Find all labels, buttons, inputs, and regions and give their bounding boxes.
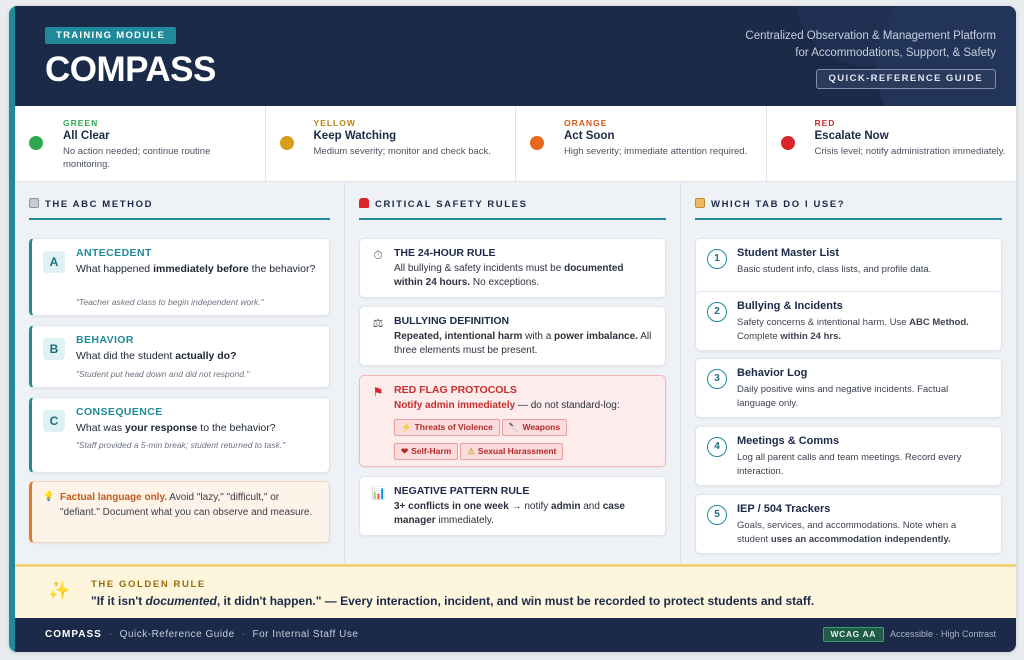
tab-meetings-comms bbox=[695, 426, 1002, 486]
status-name: Act Soon bbox=[564, 130, 615, 142]
tab-description bbox=[737, 316, 989, 343]
tab-title: Bullying & Incidents bbox=[737, 300, 843, 312]
text-bold: actually do? bbox=[175, 350, 237, 362]
factual-language-tip bbox=[29, 481, 330, 543]
abc-example: "Student put head down and did not respond." bbox=[76, 369, 250, 379]
rule-title: THE 24-HOUR RULE bbox=[394, 247, 496, 259]
red-dot-icon bbox=[781, 136, 795, 150]
header bbox=[15, 6, 1016, 106]
abc-example: "Staff provided a 5-min break; student returned to task." bbox=[76, 440, 286, 450]
text-bold: 3+ conflicts in one week bbox=[394, 501, 509, 512]
tab-number: 3 bbox=[707, 369, 727, 389]
rule-body bbox=[394, 330, 655, 358]
tag-label: Sexual Harassment bbox=[477, 446, 557, 456]
abc-item-behavior bbox=[29, 325, 330, 388]
golden-rule-banner bbox=[15, 564, 1016, 618]
golden-rule-label: THE GOLDEN RULE bbox=[91, 579, 206, 590]
tag-threats bbox=[394, 419, 500, 436]
text: — do not standard-log: bbox=[515, 400, 620, 411]
footer-left bbox=[45, 629, 358, 640]
rule-title: BULLYING DEFINITION bbox=[394, 315, 510, 327]
scales-icon: ⚖ bbox=[372, 316, 384, 330]
status-level: RED bbox=[814, 118, 836, 128]
tag-harassment bbox=[460, 443, 563, 460]
status-orange bbox=[516, 106, 767, 181]
card-index-icon bbox=[695, 198, 705, 208]
text: and bbox=[580, 501, 603, 512]
tab-number: 2 bbox=[707, 302, 727, 322]
text-bold: Notify admin immediately bbox=[394, 400, 516, 411]
notebook-icon bbox=[29, 198, 39, 208]
red-flag-icon: ⚑ bbox=[372, 385, 384, 399]
tab-title: IEP / 504 Trackers bbox=[737, 503, 831, 515]
accessibility-text: Accessible · High Contrast bbox=[889, 629, 996, 639]
section-heading-text: THE ABC METHOD bbox=[45, 199, 154, 210]
tab-description: Log all parent calls and team meetings. Record every interaction. bbox=[737, 452, 962, 477]
abc-question bbox=[76, 421, 319, 435]
tab-number: 1 bbox=[707, 249, 727, 269]
knife-icon: 🔪 bbox=[508, 422, 520, 432]
status-levels bbox=[15, 106, 1016, 182]
text: the behavior? bbox=[248, 263, 316, 275]
heart-icon: ❤ bbox=[401, 446, 409, 456]
warning-icon: ⚠ bbox=[467, 446, 475, 456]
text: What happened bbox=[76, 263, 154, 275]
status-level: GREEN bbox=[63, 118, 99, 128]
abc-example: "Teacher asked class to begin independent work." bbox=[76, 297, 264, 307]
status-description: Crisis level; notify administration immediately. bbox=[814, 146, 1006, 157]
tab-bullying-incidents bbox=[695, 291, 1002, 351]
abc-title: BEHAVIOR bbox=[76, 334, 134, 346]
status-yellow bbox=[266, 106, 517, 181]
text: Safety concerns & intentional harm. Use bbox=[737, 317, 910, 328]
wcag-badge: WCAG AA bbox=[823, 627, 884, 642]
reference-card bbox=[9, 6, 1016, 652]
section-heading-text: WHICH TAB DO I USE? bbox=[711, 199, 846, 210]
footer-text: Quick-Reference Guide bbox=[119, 629, 235, 640]
stopwatch-icon: ⏱ bbox=[373, 248, 383, 262]
text-bold: your response bbox=[125, 422, 198, 434]
red-flag-tags bbox=[394, 417, 659, 465]
page-title: COMPASS bbox=[45, 50, 216, 89]
status-level: ORANGE bbox=[564, 118, 608, 128]
rule-body bbox=[394, 399, 655, 413]
subtitle-line: Centralized Observation & Management Platform bbox=[745, 30, 996, 42]
tab-description: Daily positive wins and negative incidents. Factual language only. bbox=[737, 384, 949, 409]
text-bold: case manager bbox=[394, 501, 625, 526]
text-bold: uses an accommodation independently. bbox=[770, 533, 951, 545]
text-bold: power imbalance. bbox=[554, 331, 638, 342]
training-module-badge: TRAINING MODULE bbox=[45, 27, 176, 44]
footer-brand: COMPASS bbox=[45, 629, 102, 640]
text: to the behavior? bbox=[197, 422, 276, 434]
green-dot-icon bbox=[29, 136, 43, 150]
text: immediately. bbox=[435, 515, 494, 526]
tab-number: 4 bbox=[707, 437, 727, 457]
text: All three elements must be present. bbox=[394, 331, 652, 356]
text: Complete bbox=[737, 330, 781, 342]
abc-item-consequence bbox=[29, 397, 330, 473]
text: What did the student bbox=[76, 350, 176, 362]
text: No exceptions. bbox=[470, 277, 540, 288]
tab-behavior-log bbox=[695, 358, 1002, 418]
status-level: YELLOW bbox=[313, 118, 356, 128]
status-green bbox=[15, 106, 266, 181]
text: Avoid "lazy," "difficult," or "defiant." Document what you can observe and measure. bbox=[60, 492, 313, 518]
abc-title: CONSEQUENCE bbox=[76, 406, 163, 418]
letter-badge: C bbox=[43, 410, 65, 432]
lightning-icon: ⚡ bbox=[401, 422, 412, 432]
tag-self-harm bbox=[394, 443, 458, 460]
tag-label: Weapons bbox=[522, 422, 561, 432]
status-description: Medium severity; monitor and check back. bbox=[313, 146, 491, 157]
text: All bullying & safety incidents must be bbox=[394, 263, 565, 274]
rule-title: RED FLAG PROTOCOLS bbox=[394, 384, 517, 396]
tab-student-master-list bbox=[695, 238, 1002, 297]
tab-title: Meetings & Comms bbox=[737, 435, 840, 447]
quick-reference-guide-badge: QUICK-REFERENCE GUIDE bbox=[816, 69, 997, 89]
status-name: Keep Watching bbox=[313, 130, 397, 142]
abc-question bbox=[76, 349, 319, 363]
tab-title: Behavior Log bbox=[737, 367, 808, 379]
footer-right bbox=[823, 627, 996, 642]
abc-title: ANTECEDENT bbox=[76, 247, 152, 259]
golden-rule-quote bbox=[91, 594, 814, 608]
tab-title: Student Master List bbox=[737, 247, 840, 259]
section-heading bbox=[695, 198, 1002, 220]
rule-body bbox=[394, 500, 655, 528]
tab-iep-504-trackers bbox=[695, 494, 1002, 554]
separator: · bbox=[108, 629, 113, 640]
bar-chart-icon: 📊 bbox=[371, 486, 386, 500]
tab-description: Basic student info, class lists, and profile data. bbox=[737, 264, 932, 275]
section-heading bbox=[359, 198, 666, 220]
sparkles-icon: ✨ bbox=[48, 580, 71, 600]
tag-label: Threats of Violence bbox=[414, 422, 493, 432]
rule-bullying-definition bbox=[359, 306, 666, 366]
text-bold: admin bbox=[551, 501, 581, 512]
rule-red-flag-protocols bbox=[359, 375, 666, 467]
text-bold: immediately before bbox=[153, 263, 249, 275]
section-heading bbox=[29, 198, 330, 220]
footer-text: For Internal Staff Use bbox=[252, 629, 359, 640]
text: What was bbox=[76, 422, 126, 434]
footer bbox=[15, 618, 1016, 652]
section-heading-text: CRITICAL SAFETY RULES bbox=[375, 199, 528, 210]
safety-rules-section bbox=[345, 182, 681, 564]
status-description: No action needed; continue routine monitoring. bbox=[63, 146, 211, 170]
status-red bbox=[767, 106, 1017, 181]
text: Goals, services, and accommodations. Note when a student bbox=[737, 520, 957, 545]
tag-label: Self-Harm bbox=[411, 446, 452, 456]
separator: · bbox=[241, 629, 246, 640]
rule-24-hour bbox=[359, 238, 666, 298]
status-name: Escalate Now bbox=[814, 130, 889, 142]
rule-title: NEGATIVE PATTERN RULE bbox=[394, 485, 530, 497]
accent-bar bbox=[9, 6, 15, 652]
text-emphasis: documented bbox=[145, 594, 217, 608]
text: with a bbox=[522, 331, 555, 342]
abc-item-antecedent bbox=[29, 238, 330, 316]
tab-number: 5 bbox=[707, 505, 727, 525]
tip-bold: Factual language only. bbox=[60, 492, 168, 503]
abc-question bbox=[76, 262, 319, 276]
orange-dot-icon bbox=[530, 136, 544, 150]
text: "If it isn't bbox=[91, 594, 146, 608]
subtitle-line: for Accommodations, Support, & Safety bbox=[795, 47, 996, 59]
text-bold: documented within 24 hours. bbox=[394, 263, 624, 288]
status-description: High severity; immediate attention required. bbox=[564, 146, 748, 157]
text-bold: within 24 hrs. bbox=[780, 330, 842, 342]
rule-negative-pattern bbox=[359, 476, 666, 536]
text: , it didn't happen." — Every interaction, incident, and win must be recorded to protect students and staff. bbox=[216, 594, 815, 608]
abc-method-section bbox=[15, 182, 345, 564]
tab-description bbox=[737, 519, 989, 546]
rule-body bbox=[394, 262, 655, 290]
yellow-dot-icon bbox=[280, 136, 294, 150]
siren-icon bbox=[359, 198, 369, 208]
status-name: All Clear bbox=[63, 130, 110, 142]
letter-badge: B bbox=[43, 338, 65, 360]
lightbulb-icon: 💡 bbox=[43, 491, 55, 501]
which-tab-section bbox=[681, 182, 1016, 564]
letter-badge: A bbox=[43, 251, 65, 273]
header-subtitle bbox=[745, 28, 996, 62]
tag-weapons bbox=[502, 419, 567, 436]
text-bold: Repeated, intentional harm bbox=[394, 331, 523, 342]
text: → notify bbox=[508, 501, 552, 512]
tip-text bbox=[60, 490, 319, 520]
text-bold: ABC Method. bbox=[909, 317, 969, 328]
